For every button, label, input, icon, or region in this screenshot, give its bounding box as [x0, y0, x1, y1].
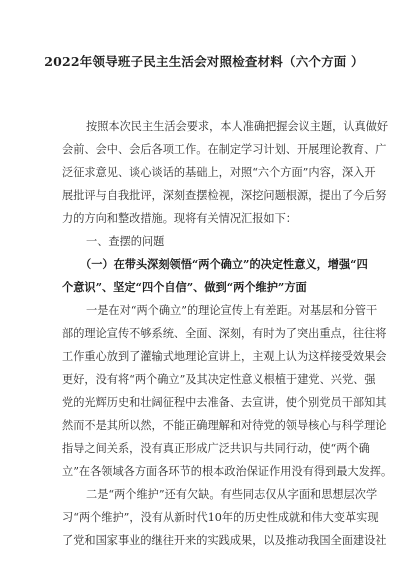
paragraph-line: 然而不是其所以然，不能正确理解和对待党的领导核心与科学理论 [62, 419, 387, 432]
paragraph-line: 习“两个维护”，没有从新时代10年的历史性成就和伟大变革实现 [62, 511, 379, 524]
paragraph-line: 泛征求意见、谈心谈话的基础上，对照“六个方面”内容，深入开 [62, 166, 376, 179]
subsection-heading: （一）在带头深刻领悟“两个确立”的决定性意义，增强“四 [80, 257, 368, 271]
document-title: 2022年领导班子民主生活会对照检查材料（六个方面 ） [44, 54, 364, 69]
subsection-heading: 个意识”、坚定“四个自信”、做到“两个维护”方面 [62, 280, 307, 294]
paragraph-line: 按照本次民主生活会要求，本人准确把握会议主题，认真做好 [86, 120, 389, 133]
paragraph-line: 立”在各领域各方面各环节的根本政治保证作用没有得到最大发挥。 [62, 465, 393, 478]
paragraph-line: 指导之间关系，没有真正形成广泛共识与共同行动，使“两个确 [62, 442, 370, 455]
paragraph-line: 了党和国家事业的继往开来的实践成果，以及推动我国全面建设社 [62, 534, 387, 547]
paragraph-line: 更好，没有将“两个确立”及其决定性意义根植于建党、兴党、强 [62, 373, 376, 386]
paragraph-line: 工作重心放到了灌输式地理论宣讲上，主观上认为这样接受效果会 [62, 350, 387, 363]
section-heading: 一、查摆的问题 [86, 235, 165, 248]
paragraph-line: 二是“两个维护”还有欠缺。有些同志仅从字面和思想层次学 [86, 488, 378, 501]
paragraph-line: 党的光辉历史和壮阔征程中去准备、去宣讲，使个别党员干部知其 [62, 396, 387, 409]
paragraph-line: 力的方向和整改措施。现将有关情况汇报如下： [62, 212, 297, 225]
paragraph-line: 展批评与自我批评，深刻查摆检视，深挖问题根源，提出了今后努 [62, 189, 387, 202]
paragraph-line: 部的理论宣传不够系统、全面、深刻，有时为了突出重点，往往将 [62, 327, 387, 340]
paragraph-line: 一是在对“两个确立”的理论宣传上有差距。对基层和分管干 [86, 304, 378, 317]
paragraph-line: 会前、会中、会后各项工作。在制定学习计划、开展理论教育、广 [62, 143, 387, 156]
